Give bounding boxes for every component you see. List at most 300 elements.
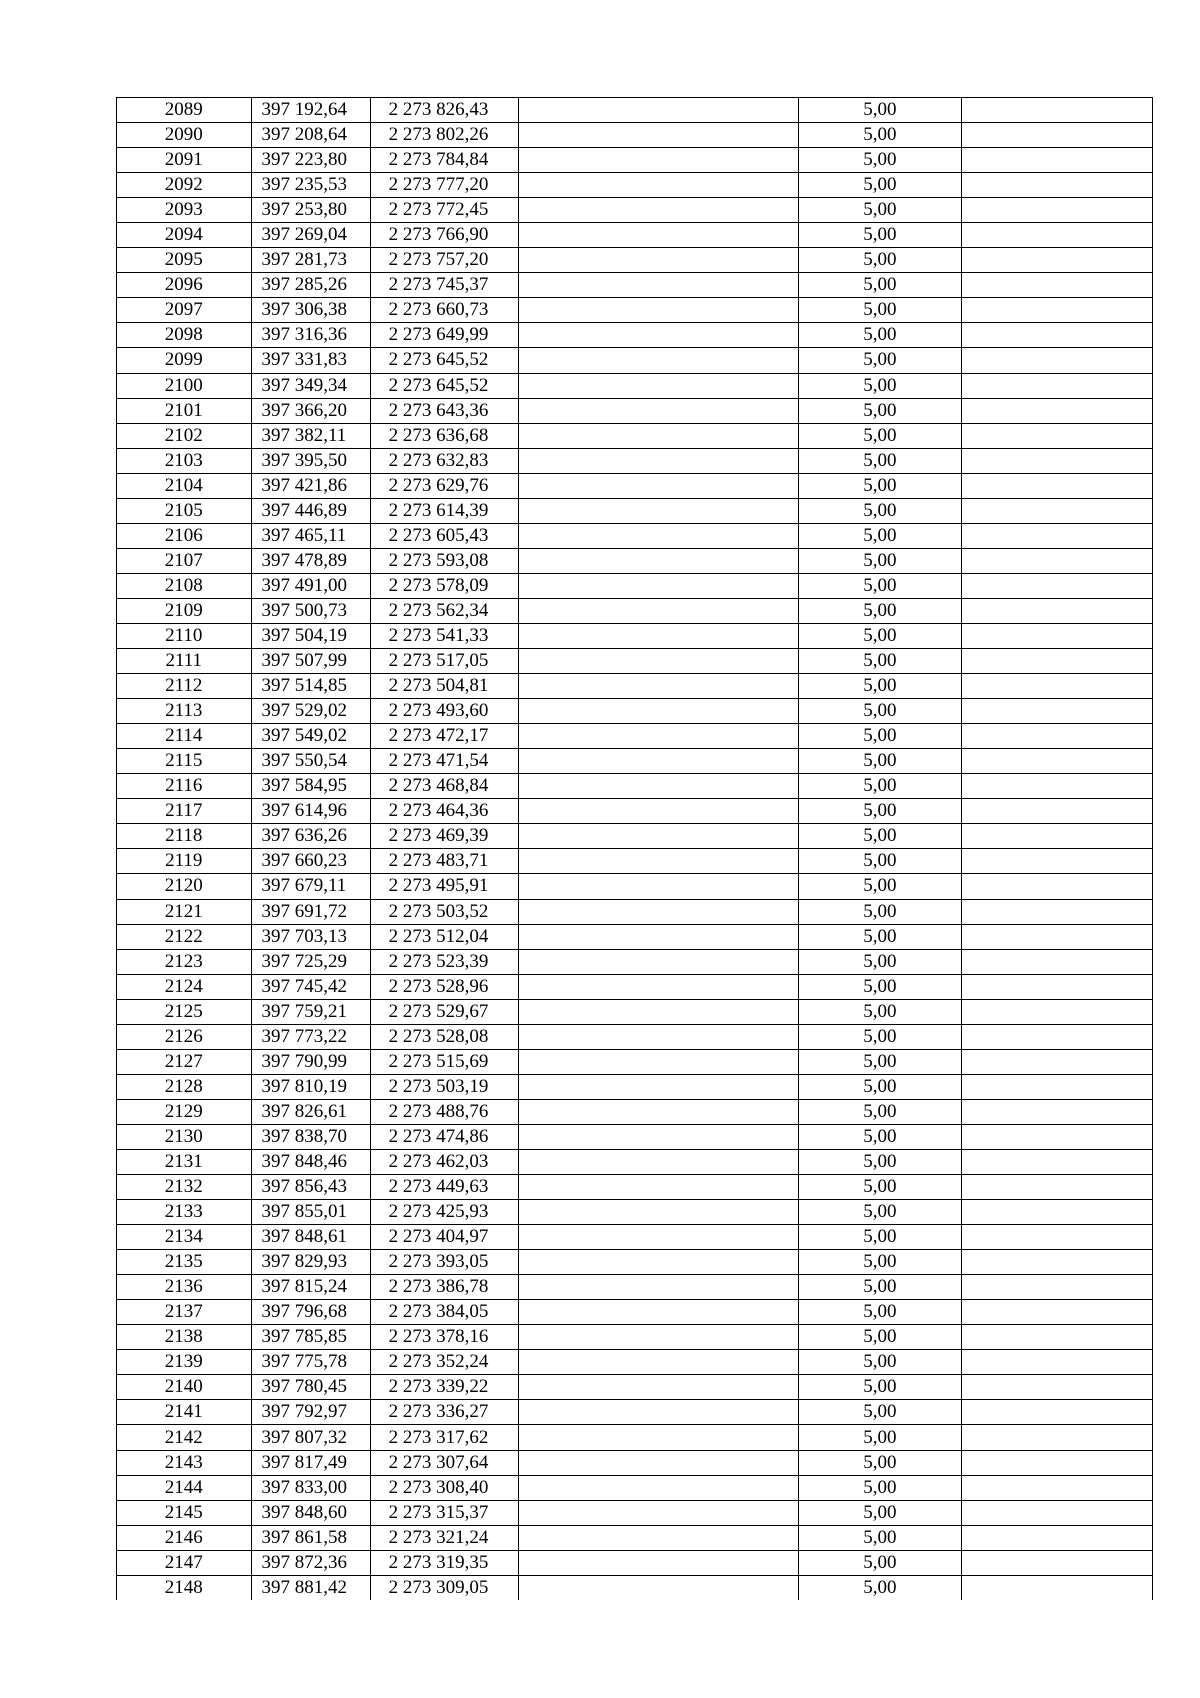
blank-cell — [961, 974, 1152, 999]
point-number-cell: 2103 — [117, 448, 252, 473]
y-coordinate-cell: 2 273 339,22 — [370, 1375, 519, 1400]
point-number-cell: 2089 — [117, 98, 252, 123]
table-row — [117, 949, 1153, 974]
blank-cell — [519, 348, 798, 373]
blank-cell — [519, 1300, 798, 1325]
x-coordinate-cell: 397 848,61 — [251, 1225, 370, 1250]
blank-cell — [519, 1149, 798, 1174]
point-number-cell: 2115 — [117, 749, 252, 774]
x-coordinate-cell: 397 790,99 — [251, 1049, 370, 1074]
blank-cell — [961, 1124, 1152, 1149]
tolerance-cell: 5,00 — [798, 223, 961, 248]
table-row — [117, 148, 1153, 173]
tolerance-cell: 5,00 — [798, 874, 961, 899]
blank-cell — [961, 949, 1152, 974]
tolerance-cell: 5,00 — [798, 548, 961, 573]
y-coordinate-cell: 2 273 384,05 — [370, 1300, 519, 1325]
y-coordinate-cell: 2 273 802,26 — [370, 123, 519, 148]
y-coordinate-cell: 2 273 352,24 — [370, 1350, 519, 1375]
blank-cell — [519, 148, 798, 173]
point-number-cell: 2137 — [117, 1300, 252, 1325]
blank-cell — [961, 1225, 1152, 1250]
blank-cell — [519, 1525, 798, 1550]
tolerance-cell: 5,00 — [798, 623, 961, 648]
tolerance-cell: 5,00 — [798, 473, 961, 498]
tolerance-cell: 5,00 — [798, 1325, 961, 1350]
blank-cell — [519, 523, 798, 548]
tolerance-cell: 5,00 — [798, 498, 961, 523]
x-coordinate-cell: 397 316,36 — [251, 323, 370, 348]
x-coordinate-cell: 397 861,58 — [251, 1525, 370, 1550]
blank-cell — [519, 1200, 798, 1225]
table-row — [117, 448, 1153, 473]
point-number-cell: 2116 — [117, 774, 252, 799]
blank-cell — [961, 924, 1152, 949]
x-coordinate-cell: 397 745,42 — [251, 974, 370, 999]
blank-cell — [961, 874, 1152, 899]
blank-cell — [961, 348, 1152, 373]
blank-cell — [961, 498, 1152, 523]
blank-cell — [519, 1099, 798, 1124]
tolerance-cell: 5,00 — [798, 1124, 961, 1149]
blank-cell — [961, 1200, 1152, 1225]
blank-cell — [961, 1525, 1152, 1550]
tolerance-cell: 5,00 — [798, 1450, 961, 1475]
x-coordinate-cell: 397 826,61 — [251, 1099, 370, 1124]
point-number-cell: 2126 — [117, 1024, 252, 1049]
y-coordinate-cell: 2 273 757,20 — [370, 248, 519, 273]
blank-cell — [519, 774, 798, 799]
y-coordinate-cell: 2 273 315,37 — [370, 1500, 519, 1525]
y-coordinate-cell: 2 273 529,67 — [370, 999, 519, 1024]
point-number-cell: 2129 — [117, 1099, 252, 1124]
tolerance-cell: 5,00 — [798, 448, 961, 473]
tolerance-cell: 5,00 — [798, 348, 961, 373]
y-coordinate-cell: 2 273 462,03 — [370, 1149, 519, 1174]
blank-cell — [519, 373, 798, 398]
point-number-cell: 2109 — [117, 598, 252, 623]
x-coordinate-cell: 397 500,73 — [251, 598, 370, 623]
y-coordinate-cell: 2 273 317,62 — [370, 1425, 519, 1450]
tolerance-cell: 5,00 — [798, 1500, 961, 1525]
blank-cell — [519, 749, 798, 774]
table-row — [117, 724, 1153, 749]
blank-cell — [519, 1450, 798, 1475]
tolerance-cell: 5,00 — [798, 1200, 961, 1225]
x-coordinate-cell: 397 773,22 — [251, 1024, 370, 1049]
x-coordinate-cell: 397 349,34 — [251, 373, 370, 398]
blank-cell — [961, 799, 1152, 824]
blank-cell — [961, 273, 1152, 298]
blank-cell — [961, 1275, 1152, 1300]
table-row — [117, 1525, 1153, 1550]
point-number-cell: 2119 — [117, 849, 252, 874]
point-number-cell: 2133 — [117, 1200, 252, 1225]
point-number-cell: 2112 — [117, 674, 252, 699]
table-row — [117, 223, 1153, 248]
tolerance-cell: 5,00 — [798, 1099, 961, 1124]
point-number-cell: 2108 — [117, 573, 252, 598]
y-coordinate-cell: 2 273 605,43 — [370, 523, 519, 548]
blank-cell — [961, 1450, 1152, 1475]
blank-cell — [961, 148, 1152, 173]
x-coordinate-cell: 397 881,42 — [251, 1575, 370, 1600]
x-coordinate-cell: 397 780,45 — [251, 1375, 370, 1400]
blank-cell — [961, 899, 1152, 924]
point-number-cell: 2131 — [117, 1149, 252, 1174]
blank-cell — [519, 573, 798, 598]
blank-cell — [519, 398, 798, 423]
tolerance-cell: 5,00 — [798, 1425, 961, 1450]
table-row — [117, 1300, 1153, 1325]
y-coordinate-cell: 2 273 309,05 — [370, 1575, 519, 1600]
tolerance-cell: 5,00 — [798, 924, 961, 949]
y-coordinate-cell: 2 273 378,16 — [370, 1325, 519, 1350]
point-number-cell: 2128 — [117, 1074, 252, 1099]
table-row — [117, 774, 1153, 799]
point-number-cell: 2123 — [117, 949, 252, 974]
blank-cell — [519, 98, 798, 123]
tolerance-cell: 5,00 — [798, 1250, 961, 1275]
blank-cell — [519, 899, 798, 924]
y-coordinate-cell: 2 273 386,78 — [370, 1275, 519, 1300]
x-coordinate-cell: 397 679,11 — [251, 874, 370, 899]
point-number-cell: 2120 — [117, 874, 252, 899]
blank-cell — [961, 1325, 1152, 1350]
point-number-cell: 2104 — [117, 473, 252, 498]
point-number-cell: 2096 — [117, 273, 252, 298]
y-coordinate-cell: 2 273 495,91 — [370, 874, 519, 899]
blank-cell — [961, 623, 1152, 648]
point-number-cell: 2139 — [117, 1350, 252, 1375]
tolerance-cell: 5,00 — [798, 1575, 961, 1600]
blank-cell — [961, 724, 1152, 749]
y-coordinate-cell: 2 273 307,64 — [370, 1450, 519, 1475]
tolerance-cell: 5,00 — [798, 699, 961, 724]
y-coordinate-cell: 2 273 404,97 — [370, 1225, 519, 1250]
point-number-cell: 2106 — [117, 523, 252, 548]
tolerance-cell: 5,00 — [798, 899, 961, 924]
point-number-cell: 2114 — [117, 724, 252, 749]
x-coordinate-cell: 397 491,00 — [251, 573, 370, 598]
point-number-cell: 2095 — [117, 248, 252, 273]
tolerance-cell: 5,00 — [798, 423, 961, 448]
y-coordinate-cell: 2 273 645,52 — [370, 348, 519, 373]
blank-cell — [961, 1550, 1152, 1575]
table-row — [117, 548, 1153, 573]
y-coordinate-cell: 2 273 512,04 — [370, 924, 519, 949]
point-number-cell: 2145 — [117, 1500, 252, 1525]
tolerance-cell: 5,00 — [798, 248, 961, 273]
point-number-cell: 2110 — [117, 623, 252, 648]
tolerance-cell: 5,00 — [798, 1525, 961, 1550]
tolerance-cell: 5,00 — [798, 1275, 961, 1300]
y-coordinate-cell: 2 273 523,39 — [370, 949, 519, 974]
blank-cell — [961, 1175, 1152, 1200]
y-coordinate-cell: 2 273 643,36 — [370, 398, 519, 423]
table-row — [117, 273, 1153, 298]
table-row — [117, 649, 1153, 674]
tolerance-cell: 5,00 — [798, 523, 961, 548]
tolerance-cell: 5,00 — [798, 974, 961, 999]
blank-cell — [961, 523, 1152, 548]
blank-cell — [961, 1300, 1152, 1325]
blank-cell — [519, 448, 798, 473]
point-number-cell: 2127 — [117, 1049, 252, 1074]
blank-cell — [519, 198, 798, 223]
point-number-cell: 2146 — [117, 1525, 252, 1550]
y-coordinate-cell: 2 273 745,37 — [370, 273, 519, 298]
table-row — [117, 1149, 1153, 1174]
point-number-cell: 2136 — [117, 1275, 252, 1300]
point-number-cell: 2117 — [117, 799, 252, 824]
blank-cell — [961, 1099, 1152, 1124]
tolerance-cell: 5,00 — [798, 724, 961, 749]
blank-cell — [519, 1225, 798, 1250]
table-row — [117, 473, 1153, 498]
blank-cell — [961, 398, 1152, 423]
tolerance-cell: 5,00 — [798, 849, 961, 874]
table-row — [117, 1350, 1153, 1375]
table-row — [117, 173, 1153, 198]
blank-cell — [519, 1575, 798, 1600]
point-number-cell: 2143 — [117, 1450, 252, 1475]
blank-cell — [519, 598, 798, 623]
blank-cell — [519, 974, 798, 999]
y-coordinate-cell: 2 273 319,35 — [370, 1550, 519, 1575]
point-number-cell: 2101 — [117, 398, 252, 423]
blank-cell — [961, 248, 1152, 273]
x-coordinate-cell: 397 817,49 — [251, 1450, 370, 1475]
table-row — [117, 1200, 1153, 1225]
blank-cell — [961, 198, 1152, 223]
x-coordinate-cell: 397 306,38 — [251, 298, 370, 323]
y-coordinate-cell: 2 273 471,54 — [370, 749, 519, 774]
blank-cell — [519, 323, 798, 348]
x-coordinate-cell: 397 636,26 — [251, 824, 370, 849]
blank-cell — [961, 298, 1152, 323]
blank-cell — [961, 1149, 1152, 1174]
point-number-cell: 2121 — [117, 899, 252, 924]
x-coordinate-cell: 397 395,50 — [251, 448, 370, 473]
y-coordinate-cell: 2 273 614,39 — [370, 498, 519, 523]
x-coordinate-cell: 397 366,20 — [251, 398, 370, 423]
tolerance-cell: 5,00 — [798, 1300, 961, 1325]
point-number-cell: 2144 — [117, 1475, 252, 1500]
blank-cell — [961, 1425, 1152, 1450]
blank-cell — [961, 98, 1152, 123]
tolerance-cell: 5,00 — [798, 1024, 961, 1049]
x-coordinate-cell: 397 815,24 — [251, 1275, 370, 1300]
table-row — [117, 1175, 1153, 1200]
tolerance-cell: 5,00 — [798, 323, 961, 348]
table-row — [117, 123, 1153, 148]
blank-cell — [961, 1250, 1152, 1275]
x-coordinate-cell: 397 829,93 — [251, 1250, 370, 1275]
point-number-cell: 2138 — [117, 1325, 252, 1350]
point-number-cell: 2097 — [117, 298, 252, 323]
blank-cell — [961, 598, 1152, 623]
table-row — [117, 198, 1153, 223]
blank-cell — [519, 1049, 798, 1074]
table-row — [117, 98, 1153, 123]
y-coordinate-cell: 2 273 474,86 — [370, 1124, 519, 1149]
tolerance-cell: 5,00 — [798, 298, 961, 323]
table-row — [117, 924, 1153, 949]
point-number-cell: 2090 — [117, 123, 252, 148]
blank-cell — [961, 1024, 1152, 1049]
x-coordinate-cell: 397 759,21 — [251, 999, 370, 1024]
blank-cell — [519, 1375, 798, 1400]
blank-cell — [961, 699, 1152, 724]
blank-cell — [519, 949, 798, 974]
table-row — [117, 1375, 1153, 1400]
tolerance-cell: 5,00 — [798, 999, 961, 1024]
point-number-cell: 2105 — [117, 498, 252, 523]
blank-cell — [519, 623, 798, 648]
blank-cell — [519, 1275, 798, 1300]
point-number-cell: 2091 — [117, 148, 252, 173]
tolerance-cell: 5,00 — [798, 148, 961, 173]
x-coordinate-cell: 397 507,99 — [251, 649, 370, 674]
point-number-cell: 2140 — [117, 1375, 252, 1400]
point-number-cell: 2125 — [117, 999, 252, 1024]
table-row — [117, 423, 1153, 448]
blank-cell — [961, 1500, 1152, 1525]
blank-cell — [519, 1500, 798, 1525]
x-coordinate-cell: 397 446,89 — [251, 498, 370, 523]
blank-cell — [961, 999, 1152, 1024]
x-coordinate-cell: 397 856,43 — [251, 1175, 370, 1200]
table-row — [117, 1425, 1153, 1450]
table-row — [117, 1550, 1153, 1575]
table-row — [117, 1475, 1153, 1500]
table-row — [117, 974, 1153, 999]
x-coordinate-cell: 397 838,70 — [251, 1124, 370, 1149]
blank-cell — [961, 824, 1152, 849]
tolerance-cell: 5,00 — [798, 373, 961, 398]
blank-cell — [519, 223, 798, 248]
point-number-cell: 2099 — [117, 348, 252, 373]
blank-cell — [519, 824, 798, 849]
blank-cell — [519, 1325, 798, 1350]
y-coordinate-cell: 2 273 826,43 — [370, 98, 519, 123]
table-row — [117, 1049, 1153, 1074]
blank-cell — [961, 1575, 1152, 1600]
x-coordinate-cell: 397 872,36 — [251, 1550, 370, 1575]
y-coordinate-cell: 2 273 772,45 — [370, 198, 519, 223]
tolerance-cell: 5,00 — [798, 674, 961, 699]
blank-cell — [519, 423, 798, 448]
x-coordinate-cell: 397 285,26 — [251, 273, 370, 298]
blank-cell — [519, 248, 798, 273]
tolerance-cell: 5,00 — [798, 273, 961, 298]
table-row — [117, 523, 1153, 548]
table-row — [117, 498, 1153, 523]
table-row — [117, 1325, 1153, 1350]
blank-cell — [961, 1049, 1152, 1074]
x-coordinate-cell: 397 725,29 — [251, 949, 370, 974]
table-row — [117, 1024, 1153, 1049]
blank-cell — [961, 473, 1152, 498]
blank-cell — [519, 1024, 798, 1049]
table-row — [117, 674, 1153, 699]
tolerance-cell: 5,00 — [798, 1175, 961, 1200]
blank-cell — [519, 473, 798, 498]
blank-cell — [519, 874, 798, 899]
x-coordinate-cell: 397 796,68 — [251, 1300, 370, 1325]
y-coordinate-cell: 2 273 660,73 — [370, 298, 519, 323]
blank-cell — [961, 173, 1152, 198]
x-coordinate-cell: 397 504,19 — [251, 623, 370, 648]
x-coordinate-cell: 397 223,80 — [251, 148, 370, 173]
y-coordinate-cell: 2 273 629,76 — [370, 473, 519, 498]
y-coordinate-cell: 2 273 503,19 — [370, 1074, 519, 1099]
blank-cell — [519, 924, 798, 949]
table-row — [117, 573, 1153, 598]
tolerance-cell: 5,00 — [798, 824, 961, 849]
point-number-cell: 2118 — [117, 824, 252, 849]
point-number-cell: 2102 — [117, 423, 252, 448]
table-row — [117, 298, 1153, 323]
blank-cell — [519, 999, 798, 1024]
point-number-cell: 2094 — [117, 223, 252, 248]
blank-cell — [961, 373, 1152, 398]
blank-cell — [519, 1250, 798, 1275]
blank-cell — [961, 774, 1152, 799]
x-coordinate-cell: 397 253,80 — [251, 198, 370, 223]
x-coordinate-cell: 397 614,96 — [251, 799, 370, 824]
point-number-cell: 2111 — [117, 649, 252, 674]
y-coordinate-cell: 2 273 468,84 — [370, 774, 519, 799]
x-coordinate-cell: 397 550,54 — [251, 749, 370, 774]
blank-cell — [519, 123, 798, 148]
blank-cell — [519, 1475, 798, 1500]
y-coordinate-cell: 2 273 649,99 — [370, 323, 519, 348]
y-coordinate-cell: 2 273 517,05 — [370, 649, 519, 674]
table-row — [117, 999, 1153, 1024]
tolerance-cell: 5,00 — [798, 1400, 961, 1425]
y-coordinate-cell: 2 273 393,05 — [370, 1250, 519, 1275]
tolerance-cell: 5,00 — [798, 649, 961, 674]
table-row — [117, 623, 1153, 648]
table-row — [117, 323, 1153, 348]
x-coordinate-cell: 397 785,85 — [251, 1325, 370, 1350]
y-coordinate-cell: 2 273 483,71 — [370, 849, 519, 874]
table-row — [117, 1250, 1153, 1275]
point-number-cell: 2142 — [117, 1425, 252, 1450]
x-coordinate-cell: 397 514,85 — [251, 674, 370, 699]
blank-cell — [519, 173, 798, 198]
blank-cell — [519, 674, 798, 699]
y-coordinate-cell: 2 273 464,36 — [370, 799, 519, 824]
x-coordinate-cell: 397 691,72 — [251, 899, 370, 924]
y-coordinate-cell: 2 273 449,63 — [370, 1175, 519, 1200]
point-number-cell: 2134 — [117, 1225, 252, 1250]
tolerance-cell: 5,00 — [798, 1149, 961, 1174]
table-row — [117, 899, 1153, 924]
x-coordinate-cell: 397 833,00 — [251, 1475, 370, 1500]
blank-cell — [961, 649, 1152, 674]
tolerance-cell: 5,00 — [798, 749, 961, 774]
blank-cell — [961, 423, 1152, 448]
x-coordinate-cell: 397 848,46 — [251, 1149, 370, 1174]
table-row — [117, 373, 1153, 398]
blank-cell — [961, 1350, 1152, 1375]
tolerance-cell: 5,00 — [798, 573, 961, 598]
table-row — [117, 874, 1153, 899]
point-number-cell: 2132 — [117, 1175, 252, 1200]
